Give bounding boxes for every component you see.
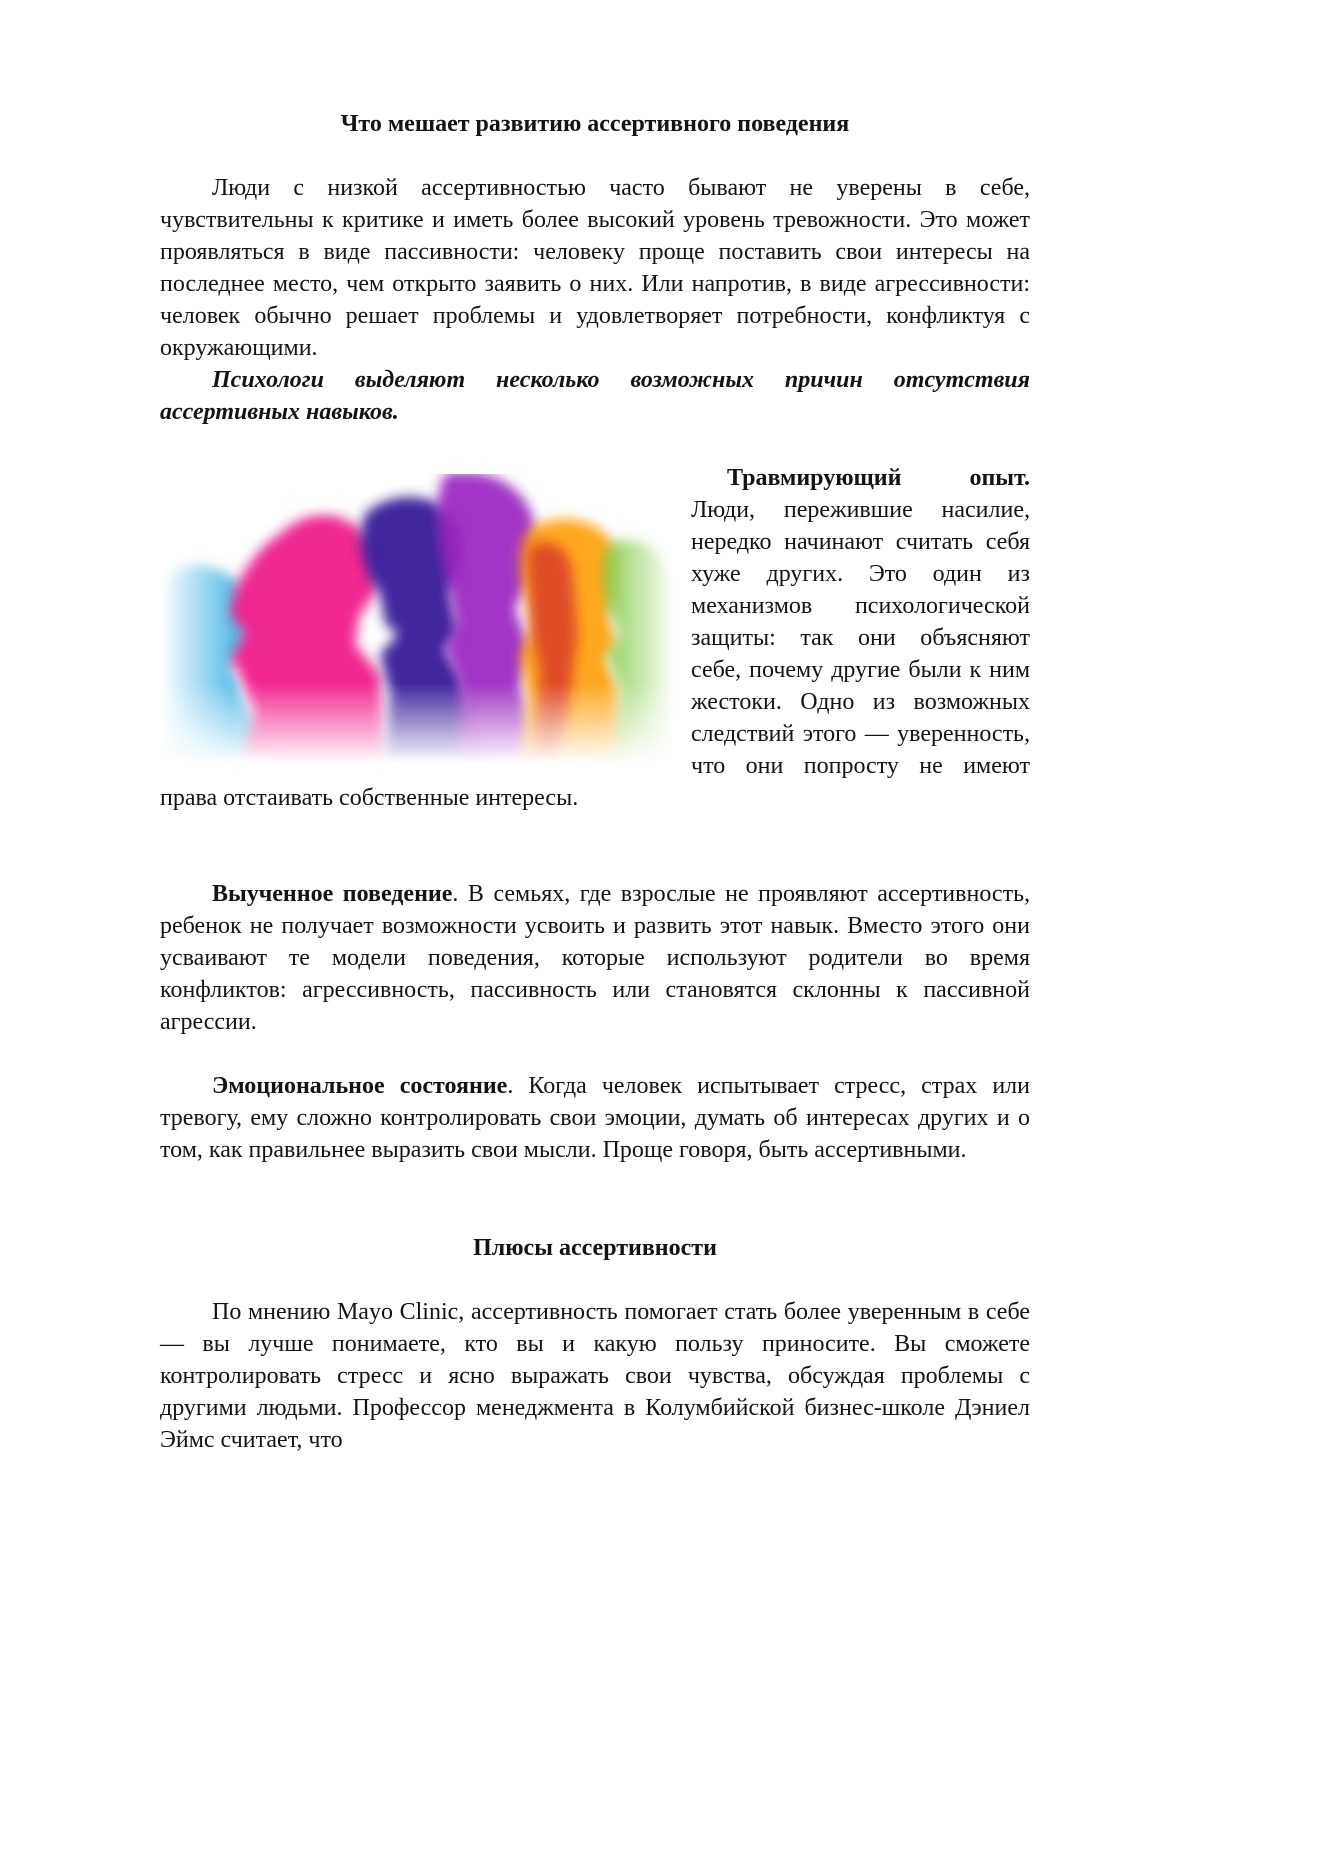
learned-term: Выученное поведение xyxy=(212,881,453,907)
heading-what-hinders: Что мешает развитию ассертивного поведения xyxy=(340,111,850,137)
intro-paragraph: Люди с низкой ассертивностью часто бывают не уверены в себе, чувствительны к критике и иметь более высокий уровень тревожности. Это может проявляться в виде пассивности: человеку проще поставить свои интересы на последнее место, чем открыто заявить о них. Или напротив, в виде агрессивности: человек обычно решает проблемы и удовлетворяет потребности, конфликтуя с окружающими. xyxy=(160,175,1030,361)
mayo-paragraph: По мнению Mayo Clinic, ассертивность помогает стать более уверенным в себе — вы лучше понимаете, кто вы и какую пользу приносите. Вы сможете контролировать стресс и ясно выражать свои чувства, обсуждая проблемы с другими людьми. Профессор менеджмента в Колумбийской бизнес-школе Дэниел Эймс считает, что xyxy=(160,1299,1030,1453)
heading-pluses: Плюсы ассертивности xyxy=(473,1235,717,1261)
learned-paragraph xyxy=(160,878,1030,1038)
emotional-text: . Когда человек испытывает стресс, страх или тревогу, ему сложно контролировать свои эмоции, думать об интересах других и о том, как правильнее выразить свои мысли. Проще говоря, быть ассертивными. xyxy=(160,1073,1030,1163)
mayo-section xyxy=(160,1296,1030,1456)
psychologists-note: Психологи выделяют несколько возможных причин отсутствия ассертивных навыков. xyxy=(160,367,1030,425)
emotional-term: Эмоциональное состояние xyxy=(212,1073,508,1099)
emotional-section xyxy=(160,1070,1030,1166)
intro-block xyxy=(160,172,1030,428)
trauma-term: Травмирующий опыт. xyxy=(727,465,1030,491)
colorful-silhouettes-image xyxy=(160,474,675,764)
trauma-text: Люди, пережившие насилие, нередко начинают считать себя хуже других. Это один из механизмов психологической защиты: так они объясняют себе, почему другие были к ним жестоки. Одно из возможных следствий этого — уверенность, что они попросту не имеют права отстаивать собственные интересы. xyxy=(160,497,1030,811)
silhouettes-illustration xyxy=(160,474,675,764)
learned-section xyxy=(160,878,1030,1038)
trauma-section xyxy=(160,462,1030,814)
learned-text: . В семьях, где взрослые не проявляют ассертивность, ребенок не получает возможности усвоить и развить этот навык. Вместо этого они усваивают те модели поведения, которые используют родители во время конфликтов: агрессивность, пассивность или становятся склонны к пассивной агрессии. xyxy=(160,881,1031,1035)
emotional-paragraph xyxy=(160,1070,1030,1166)
